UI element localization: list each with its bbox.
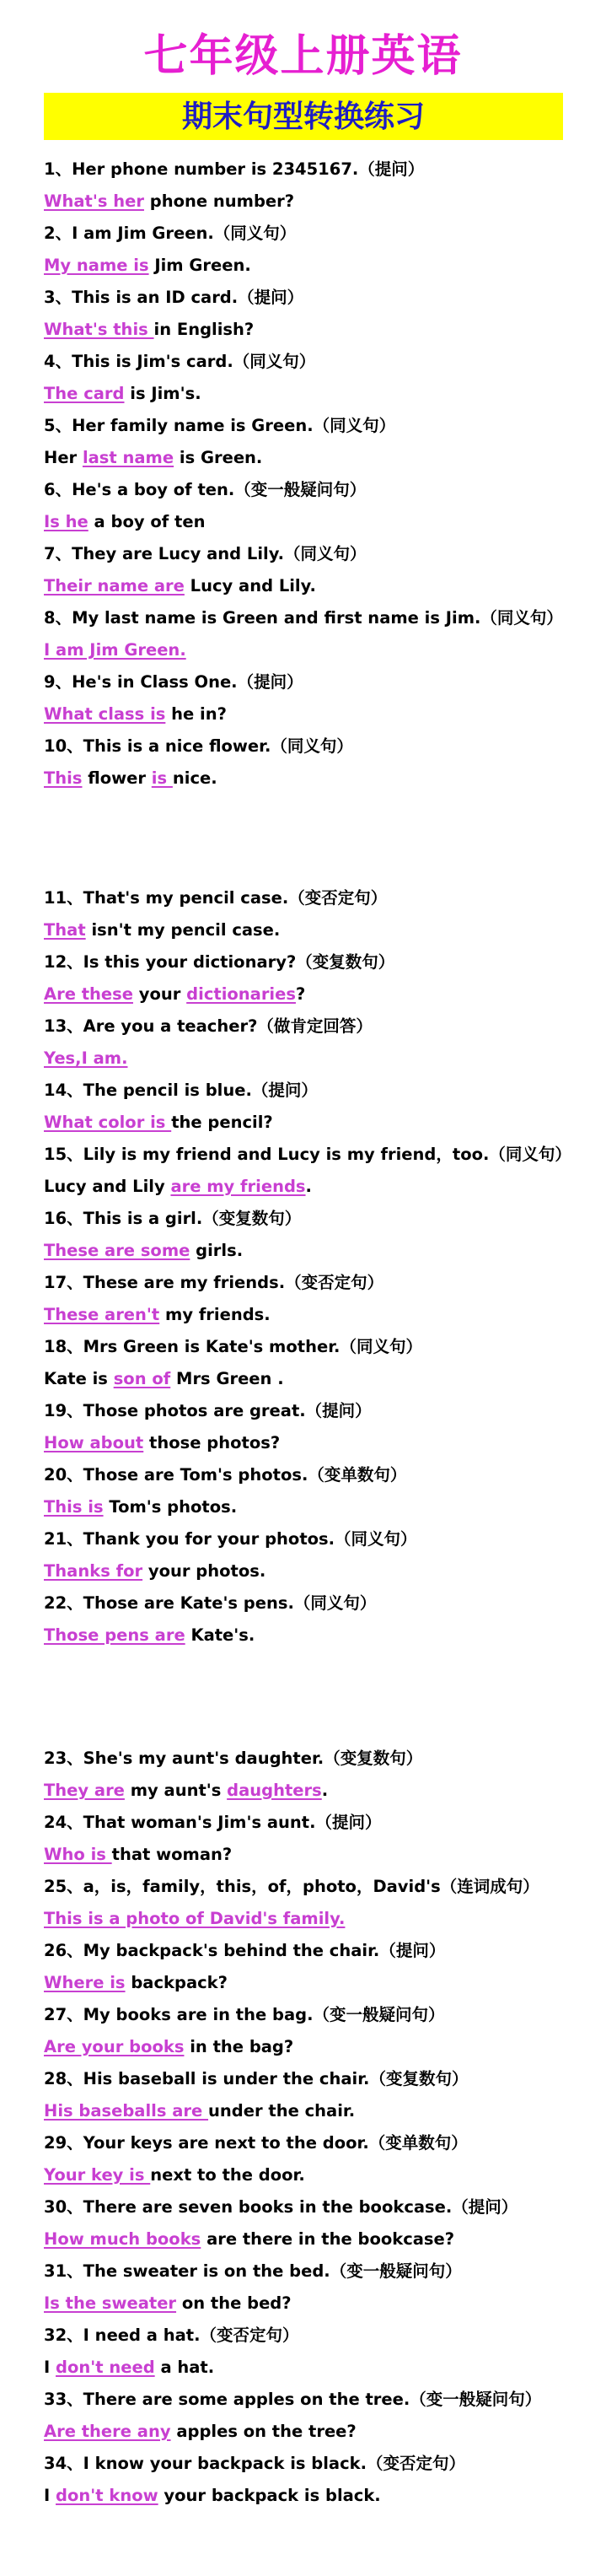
answer-fill: His baseballs are bbox=[44, 2101, 209, 2121]
answer-text: is Green. bbox=[174, 448, 263, 467]
question-line: 11、That's my pencil case.（变否定句） bbox=[44, 888, 388, 908]
answer-fill: What class is bbox=[44, 704, 166, 724]
answer-fill: How about bbox=[44, 1433, 144, 1452]
question-line: 28、His baseball is under the chair.（变复数句） bbox=[44, 2069, 469, 2088]
question-line: 30、There are seven books in the bookcase.（提问） bbox=[44, 2197, 518, 2217]
answer-fill: Thanks for bbox=[44, 1561, 143, 1581]
answer-line bbox=[44, 2031, 592, 2063]
question-line: 31、The sweater is on the bed.（变一般疑问句） bbox=[44, 2261, 462, 2281]
answer-text: the pencil? bbox=[171, 1113, 273, 1132]
answer-line bbox=[44, 1775, 592, 1807]
answer-line bbox=[44, 914, 592, 946]
answer-text: nice. bbox=[172, 768, 217, 788]
question-line: 32、I need a hat.（变否定句） bbox=[44, 2325, 299, 2345]
answer-text: that woman? bbox=[111, 1845, 233, 1864]
question-line: 5、Her family name is Green.（同义句） bbox=[44, 416, 396, 435]
answer-fill: What color is bbox=[44, 1113, 172, 1132]
answer-line bbox=[44, 2480, 592, 2512]
question-line: 8、My last name is Green and first name is Jim.（同义句） bbox=[44, 608, 563, 628]
answer-text: Her bbox=[44, 448, 83, 467]
answer-fill: last name bbox=[82, 448, 174, 467]
answer-line bbox=[44, 2159, 592, 2191]
answer-fill: These aren't bbox=[44, 1305, 160, 1324]
answer-fill: My name is bbox=[44, 256, 149, 275]
question-line: 29、Your keys are next to the door.（变单数句） bbox=[44, 2133, 468, 2153]
question-line: 21、Thank you for your photos.（同义句） bbox=[44, 1529, 417, 1549]
answer-fill: Those pens are bbox=[44, 1625, 185, 1645]
answer-line bbox=[44, 698, 592, 730]
answer-fill: dictionaries bbox=[186, 984, 296, 1004]
answer-fill: How much books bbox=[44, 2229, 201, 2249]
question-line: 24、That woman's Jim's aunt.（提问） bbox=[44, 1813, 382, 1832]
answer-line bbox=[44, 1967, 592, 1999]
answer-line bbox=[44, 378, 592, 410]
answer-text: a boy of ten bbox=[88, 512, 206, 531]
question-line: 18、Mrs Green is Kate's mother.（同义句） bbox=[44, 1337, 422, 1356]
answer-line bbox=[44, 2288, 592, 2320]
answer-line bbox=[44, 1107, 592, 1139]
answer-fill: Is he bbox=[44, 512, 88, 531]
answer-text: apples on the tree? bbox=[170, 2422, 357, 2441]
answer-text: on the bed? bbox=[176, 2293, 292, 2313]
answer-text: I bbox=[44, 2486, 56, 2505]
question-line: 10、This is a nice flower.（同义句） bbox=[44, 736, 353, 756]
answer-text: . bbox=[305, 1177, 312, 1196]
answer-text: your backpack is black. bbox=[158, 2486, 381, 2505]
question-line: 15、Lily is my friend and Lucy is my friend，too.（同义句） bbox=[44, 1145, 571, 1164]
answer-text: phone number? bbox=[143, 191, 295, 211]
answer-line bbox=[44, 1427, 592, 1459]
subtitle-banner: 期末句型转换练习 bbox=[44, 93, 563, 140]
question-line: 2、I am Jim Green.（同义句） bbox=[44, 224, 297, 243]
answer-fill: That bbox=[44, 920, 86, 940]
answer-line bbox=[44, 1363, 592, 1395]
answer-fill: This is bbox=[44, 1497, 104, 1517]
answer-line bbox=[44, 1491, 592, 1523]
answer-line bbox=[44, 1043, 592, 1075]
answer-text: my aunt's bbox=[124, 1781, 228, 1800]
answer-fill: is bbox=[151, 768, 173, 788]
question-line: 19、Those photos are great.（提问） bbox=[44, 1401, 372, 1420]
answer-line bbox=[44, 1839, 592, 1871]
answer-text: in the bag? bbox=[184, 2037, 294, 2056]
answer-line bbox=[44, 2416, 592, 2448]
question-line: 17、These are my friends.（变否定句） bbox=[44, 1273, 384, 1292]
answer-line bbox=[44, 1555, 592, 1587]
answer-fill: What's this bbox=[44, 320, 154, 339]
answer-text: is Jim's. bbox=[124, 384, 201, 403]
answer-text: Lucy and Lily bbox=[44, 1177, 171, 1196]
question-line: 25、a，is，family，this，of，photo，David's（连词成句） bbox=[44, 1877, 539, 1896]
answer-line bbox=[44, 1235, 592, 1267]
answer-text: those photos? bbox=[143, 1433, 281, 1452]
question-line: 3、This is an ID card.（提问） bbox=[44, 288, 304, 307]
answer-line bbox=[44, 1299, 592, 1331]
answer-text: I bbox=[44, 2358, 56, 2377]
answer-text: ? bbox=[295, 984, 306, 1004]
question-line: 16、This is a girl.（变复数句） bbox=[44, 1209, 302, 1228]
answer-text: your photos. bbox=[142, 1561, 266, 1581]
answer-line bbox=[44, 506, 592, 538]
question-line: 23、She's my aunt's daughter.（变复数句） bbox=[44, 1749, 423, 1768]
answer-fill: This bbox=[44, 768, 83, 788]
answer-text: backpack? bbox=[125, 1973, 228, 1992]
answer-fill: This is a photo of David's family. bbox=[44, 1909, 346, 1928]
answer-line bbox=[44, 1619, 592, 1652]
answer-fill: son of bbox=[113, 1369, 171, 1388]
answer-text: in English? bbox=[153, 320, 255, 339]
section-3 bbox=[44, 1743, 592, 2512]
question-line: 34、I know your backpack is black.（变否定句） bbox=[44, 2454, 466, 2473]
answer-fill: don't need bbox=[56, 2358, 155, 2377]
answer-fill: Yes,I am. bbox=[44, 1048, 128, 1068]
answer-fill: Your key is bbox=[44, 2165, 151, 2185]
answer-line bbox=[44, 2223, 592, 2255]
answer-line bbox=[44, 2095, 592, 2127]
answer-line bbox=[44, 634, 592, 666]
answer-text: are there in the bookcase? bbox=[201, 2229, 455, 2249]
page-title: 七年级上册英语 bbox=[143, 30, 463, 82]
answer-text: Tom's photos. bbox=[103, 1497, 238, 1517]
section-2 bbox=[44, 882, 592, 1652]
answer-line bbox=[44, 1171, 592, 1203]
answer-line bbox=[44, 186, 592, 218]
answer-text: flower bbox=[82, 768, 152, 788]
answer-text: . bbox=[321, 1781, 329, 1800]
answer-fill: Are your books bbox=[44, 2037, 185, 2056]
section-1 bbox=[44, 154, 592, 795]
answer-line bbox=[44, 978, 592, 1010]
question-line: 22、Those are Kate's pens.（同义句） bbox=[44, 1593, 377, 1613]
answer-fill: I am Jim Green. bbox=[44, 640, 186, 660]
answer-fill: Their name are bbox=[44, 576, 185, 595]
answer-text: girls. bbox=[190, 1241, 244, 1260]
question-line: 7、They are Lucy and Lily.（同义句） bbox=[44, 544, 367, 563]
answer-text: isn't my pencil case. bbox=[85, 920, 281, 940]
question-line: 9、He's in Class One.（提问） bbox=[44, 672, 303, 692]
answer-text: Kate is bbox=[44, 1369, 114, 1388]
answer-line bbox=[44, 314, 592, 346]
question-line: 33、There are some apples on the tree.（变一般疑问句） bbox=[44, 2390, 542, 2409]
answer-line bbox=[44, 1903, 592, 1935]
answer-fill: don't know bbox=[56, 2486, 158, 2505]
question-line: 26、My backpack's behind the chair.（提问） bbox=[44, 1941, 446, 1960]
answer-line bbox=[44, 763, 592, 795]
question-line: 4、This is Jim's card.（同义句） bbox=[44, 352, 316, 371]
answer-line bbox=[44, 2352, 592, 2384]
answer-fill: The card bbox=[44, 384, 125, 403]
answer-fill: What's her bbox=[44, 191, 144, 211]
question-line: 13、Are you a teacher?（做肯定回答） bbox=[44, 1016, 373, 1036]
answer-line bbox=[44, 250, 592, 282]
question-line: 14、The pencil is blue.（提问） bbox=[44, 1081, 318, 1100]
question-line: 1、Her phone number is 2345167.（提问） bbox=[44, 159, 425, 179]
question-line: 12、Is this your dictionary?（变复数句） bbox=[44, 952, 395, 972]
question-line: 27、My books are in the bag.（变一般疑问句） bbox=[44, 2005, 445, 2024]
answer-fill: daughters bbox=[227, 1781, 322, 1800]
answer-text: Jim Green. bbox=[148, 256, 251, 275]
answer-fill: Who is bbox=[44, 1845, 112, 1864]
answer-fill: These are some bbox=[44, 1241, 190, 1260]
answer-text: Lucy and Lily. bbox=[184, 576, 316, 595]
answer-fill: They are bbox=[44, 1781, 125, 1800]
answer-text: a hat. bbox=[154, 2358, 215, 2377]
answer-text: Mrs Green . bbox=[170, 1369, 284, 1388]
answer-fill: Where is bbox=[44, 1973, 126, 1992]
answer-line bbox=[44, 570, 592, 602]
answer-fill: Is the sweater bbox=[44, 2293, 177, 2313]
answer-line bbox=[44, 442, 592, 474]
answer-text: under the chair. bbox=[208, 2101, 356, 2121]
answer-text: my friends. bbox=[159, 1305, 271, 1324]
answer-fill: Are there any bbox=[44, 2422, 171, 2441]
answer-text: next to the door. bbox=[150, 2165, 305, 2185]
answer-text: Kate's. bbox=[185, 1625, 255, 1645]
question-line: 6、He's a boy of ten.（变一般疑问句） bbox=[44, 480, 367, 499]
answer-fill: are my friends bbox=[170, 1177, 306, 1196]
question-line: 20、Those are Tom's photos.（变单数句） bbox=[44, 1465, 407, 1485]
answer-fill: Are these bbox=[44, 984, 133, 1004]
answer-text: your bbox=[132, 984, 187, 1004]
answer-text: he in? bbox=[165, 704, 227, 724]
